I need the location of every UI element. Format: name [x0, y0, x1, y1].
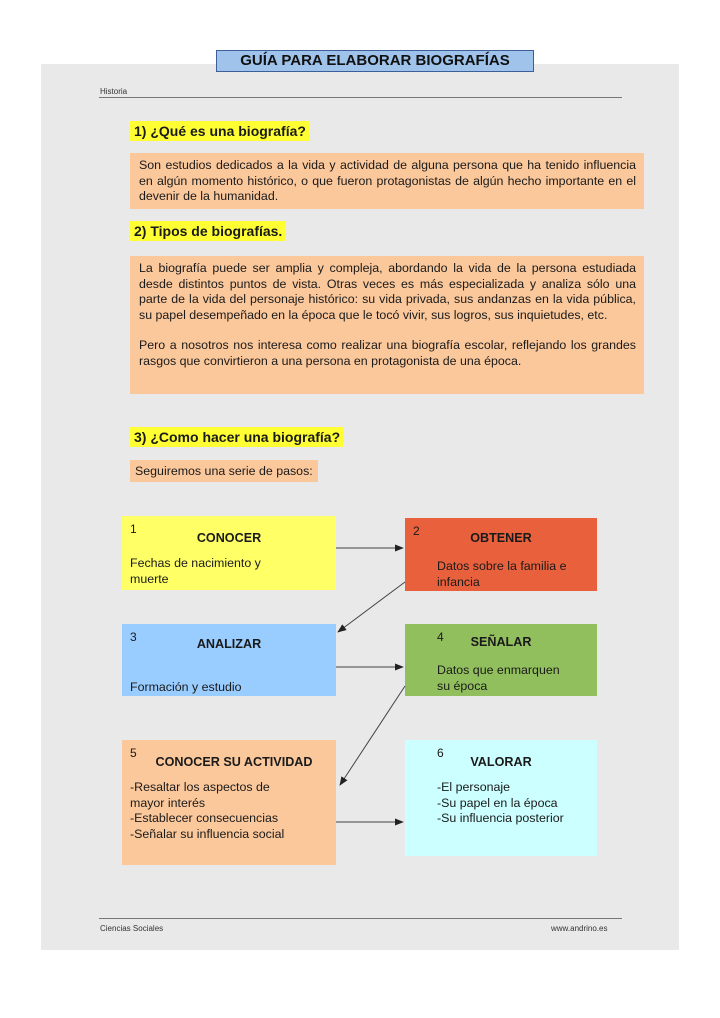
header-rule: [99, 97, 622, 98]
footer-left-label: Ciencias Sociales: [100, 924, 164, 933]
section-2-text: [130, 256, 644, 394]
document-title: GUÍA PARA ELABORAR BIOGRAFÍAS: [216, 50, 534, 72]
section-2-heading: 2) Tipos de biografías.: [130, 221, 286, 241]
section-1-paragraph: Son estudios dedicados a la vida y actividad de alguna persona que ha tenido influencia en algún momento histórico, o que fueron protagonistas de algún hecho importante en el devenir de la humanidad.: [139, 158, 636, 203]
step-6-line: -Su papel en la época: [437, 795, 558, 810]
section-2-paragraph-1: La biografía puede ser amplia y compleja, abordando la vida de la persona estudiada desde distintos puntos de vista. Otras veces es más especializada y analiza sólo una parte de la vida del personaje histórico: su vida privada, sus andanzas en la vida pública, su papel desempeñado en la época que le tocó vivir, sus logros, sus inquietudes, etc.: [139, 261, 636, 322]
step-5-line: -Establecer consecuencias: [130, 811, 279, 825]
step-5-number: 5: [130, 746, 137, 760]
step-2-number: 2: [413, 524, 420, 538]
step-6-line: -El personaje: [437, 780, 511, 794]
step-3-box: [122, 624, 336, 696]
step-1-line: muerte: [130, 571, 169, 586]
step-2-description: [437, 559, 591, 590]
step-5-line: -Resaltar los aspectos de: [130, 780, 270, 794]
step-6-name: VALORAR: [470, 755, 532, 769]
step-2-line: infancia: [437, 574, 480, 589]
step-4-line: su época: [437, 678, 488, 693]
step-4-line: Datos que enmarquen: [437, 663, 560, 677]
section-2-paragraph-2: Pero a nosotros nos interesa como realizar una biografía escolar, reflejando los grandes rasgos que convirtieron a una persona en protagonista de una época.: [139, 338, 636, 368]
step-5-description: [130, 780, 330, 842]
step-3-number: 3: [130, 630, 137, 644]
step-1-description: [130, 556, 330, 587]
step-4-description: [437, 663, 591, 694]
step-4-name: SEÑALAR: [470, 635, 532, 649]
header-label: Historia: [100, 87, 128, 96]
section-3-intro: Seguiremos una serie de pasos:: [130, 460, 318, 482]
section-1-heading: 1) ¿Qué es una biografía?: [130, 121, 310, 141]
step-3-name: ANALIZAR: [196, 637, 262, 651]
step-2-name: OBTENER: [470, 531, 532, 545]
step-5-line: -Señalar su influencia social: [130, 826, 285, 841]
section-1-text: [130, 153, 644, 209]
step-6-number: 6: [437, 746, 444, 760]
step-3-line: Formación y estudio: [130, 680, 242, 694]
step-6-box: [405, 740, 597, 856]
section-3-heading: 3) ¿Como hacer una biografía?: [130, 427, 344, 447]
step-5-box: [122, 740, 336, 865]
step-4-box: [405, 624, 597, 696]
step-1-line: Fechas de nacimiento y: [130, 556, 261, 570]
footer-rule: [99, 918, 622, 919]
footer-right-label: www.andrino.es: [551, 924, 608, 933]
step-1-number: 1: [130, 522, 137, 536]
step-6-description: [437, 780, 591, 827]
step-2-box: [405, 518, 597, 591]
step-4-number: 4: [437, 630, 444, 644]
step-5-line: mayor interés: [130, 795, 206, 810]
step-6-line: -Su influencia posterior: [437, 811, 564, 825]
step-3-description: [130, 680, 330, 696]
step-1-name: CONOCER: [196, 531, 262, 545]
step-1-box: [122, 516, 336, 590]
step-5-name: CONOCER SU ACTIVIDAD: [155, 755, 313, 769]
step-2-line: Datos sobre la familia e: [437, 559, 567, 573]
